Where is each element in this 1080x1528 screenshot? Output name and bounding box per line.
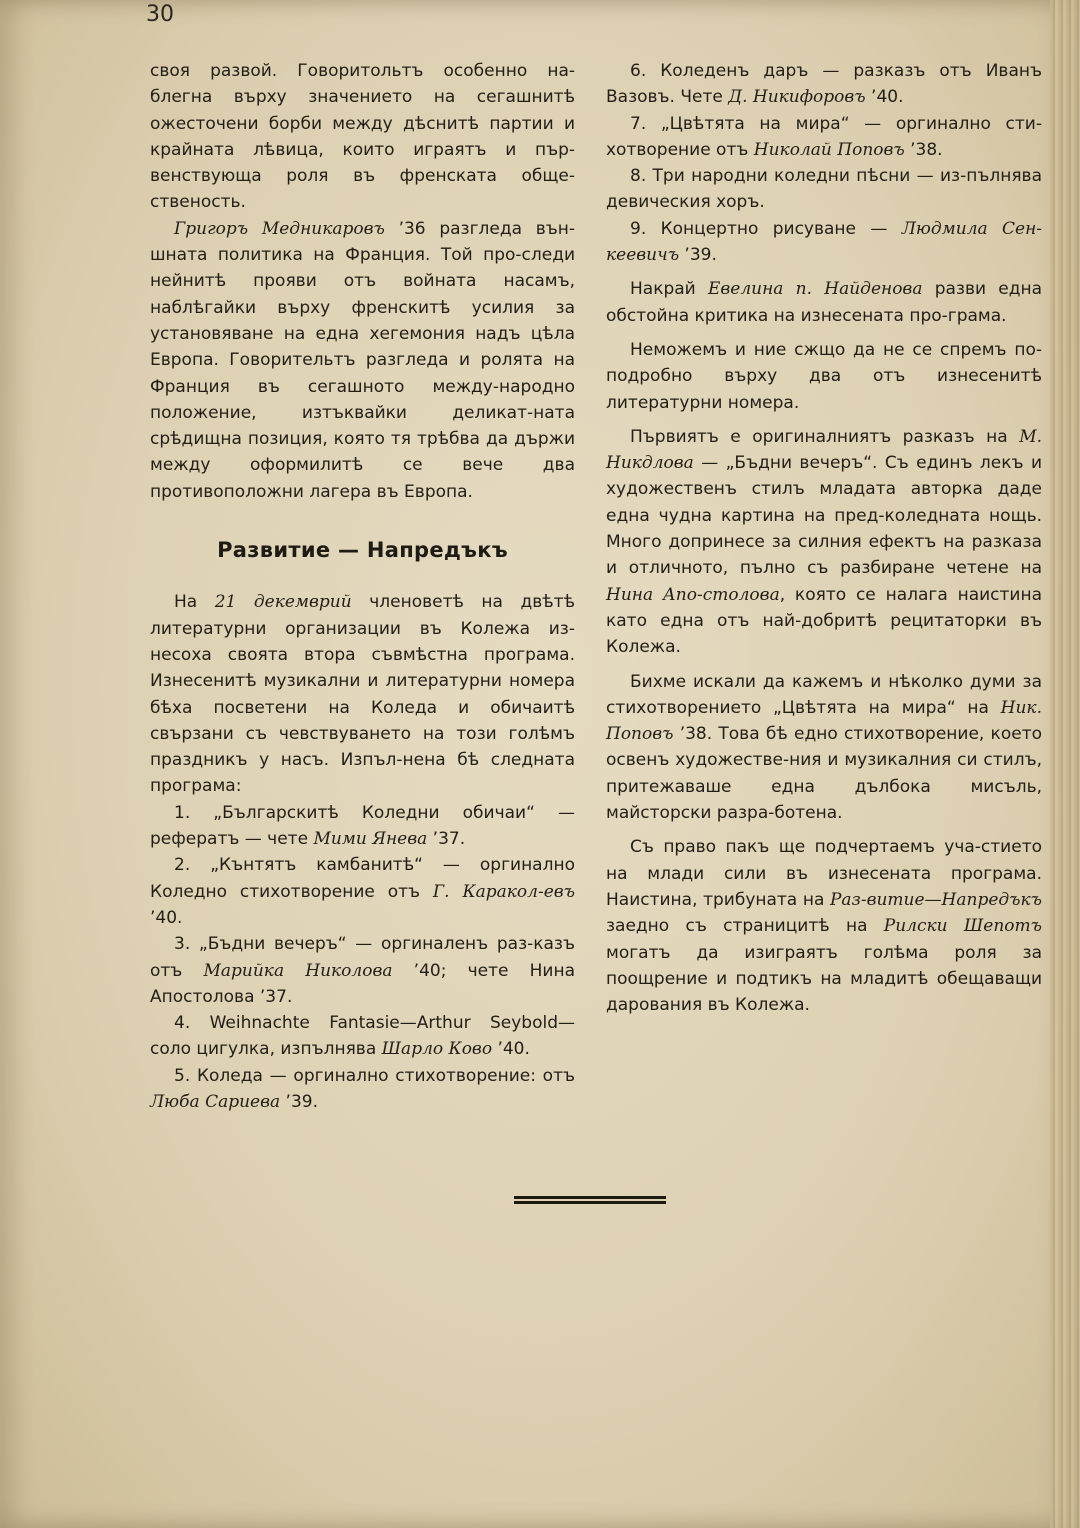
- program-item: 7. „Цвѣтята на мира“ — оргинално сти-хотворение отъ Николай Поповъ ’38.: [606, 113, 1042, 160]
- program-item: 4. Weihnachte Fantasie—Arthur Seybold— соло цигулка, изпълнява Шарло Ково ’40.: [150, 1013, 575, 1060]
- left-column: [150, 58, 575, 1115]
- page-number: 30: [146, 2, 174, 27]
- program-item: 8. Три народни коледни пѣсни — из-пълнява девическия хоръ.: [606, 166, 1042, 213]
- section-heading: Развитие — Напредъкъ: [217, 538, 508, 563]
- end-rule: [514, 1196, 666, 1210]
- paragraph: своя развой. Говоритольтъ особенно на-блегна върху значението на сегашнитѣ ожесточени борби между дѣснитѣ партии и крайната лѣвица, които играятъ и пър-венствующа роля въ френската обще-ственость.: [150, 61, 575, 213]
- paragraph: Неможемъ и ние сжщо да не се спремъ по-подробно върху два отъ изнесенитѣ литературни номера.: [606, 339, 1042, 413]
- person-name: Григоръ Медникаровъ: [174, 218, 385, 239]
- right-column: [606, 58, 1042, 1018]
- paragraph: Накрай Евелина п. Найденова разви една обстойна критика на изнесената про-грама.: [606, 279, 1042, 326]
- paragraph: На 21 декемврий членоветѣ на двѣтѣ литературни организации въ Колежа из-несоха своята втора съвмѣстна програма. Изнесенитѣ музикални и литературни номера бѣха посветени на Коледа и обичаитѣ свързани съ чевствуването на този голѣмъ праздникъ у насъ. Изпъл-нена бѣ следната програма:: [150, 592, 576, 797]
- program-item: 5. Коледа — оргинално стихотворение: отъ Люба Сариева ’39.: [150, 1065, 575, 1112]
- paragraph: Първиятъ е оригиналниятъ разказъ на М. Никдлова — „Бъдни вечеръ“. Съ единъ лекъ и художественъ стилъ младата авторка даде една чудна картина на пред-коледната нощь. Много допринесе за силния ефектъ на разказа и отличното, пълно съ разбиране четене на Нина Апо-столова, която се налага наистина като една отъ най-добритѣ рецитаторки въ Колежа.: [606, 426, 1042, 658]
- date: 21 декемврий: [214, 592, 352, 613]
- paragraph: Григоръ Медникаровъ ’36 разгледа вън-шната политика на Франция. Той про-следи нейнитѣ прояви отъ войната насамъ, наблѣгайки върху френскитѣ усилия за установяване на една хегемония надъ цѣла Европа. Говорительтъ разгледа и ролята на Франция въ сегашното между-народно положение, изтъквайки деликат-ната срѣдищна позиция, която тя трѣбва да държи между оформилитѣ се вече два противоположни лагера въ Европа.: [150, 218, 575, 502]
- paragraph: Съ право пакъ ще подчертаемъ уча-стието на млади сили въ изнесената програма. Наистина, трибуната на Раз-витие—Напредъкъ заедно съ страницитѣ на Рилски Шепотъ могатъ да изиграятъ голѣма роля за поощрение и подтикъ на младитѣ обещаващи дарования въ Колежа.: [606, 837, 1042, 1016]
- page-edge: [1050, 0, 1080, 1528]
- program-item: 2. „Кънтятъ камбанитѣ“ — оргинално Коледно стихотворение отъ Г. Каракол-евъ ’40.: [150, 855, 575, 928]
- program-item: 3. „Бъдни вечеръ“ — оргиналенъ раз-казъ отъ Марийка Николова ’40; чете Нина Апостолова ’37.: [150, 934, 576, 1007]
- program-item: 6. Коледенъ даръ — разказъ отъ Иванъ Вазовъ. Чете Д. Никифоровъ ’40.: [606, 61, 1042, 108]
- program-item: 9. Концертно рисуване — Людмила Сен-кеевичъ ’39.: [606, 218, 1043, 266]
- program-item: 1. „Българскитѣ Коледни обичаи“ — рефератъ — чете Мими Янева ’37.: [150, 802, 575, 850]
- paragraph: Бихме искали да кажемъ и нѣколко думи за стихотворението „Цвѣтята на мира“ на Ник. Поповъ ’38. Това бѣ едно стихотворение, което освенъ художестве-ния и музикалния си стилъ, притежаваше една дълбока мисъль, майсторски разра-ботена.: [606, 671, 1042, 824]
